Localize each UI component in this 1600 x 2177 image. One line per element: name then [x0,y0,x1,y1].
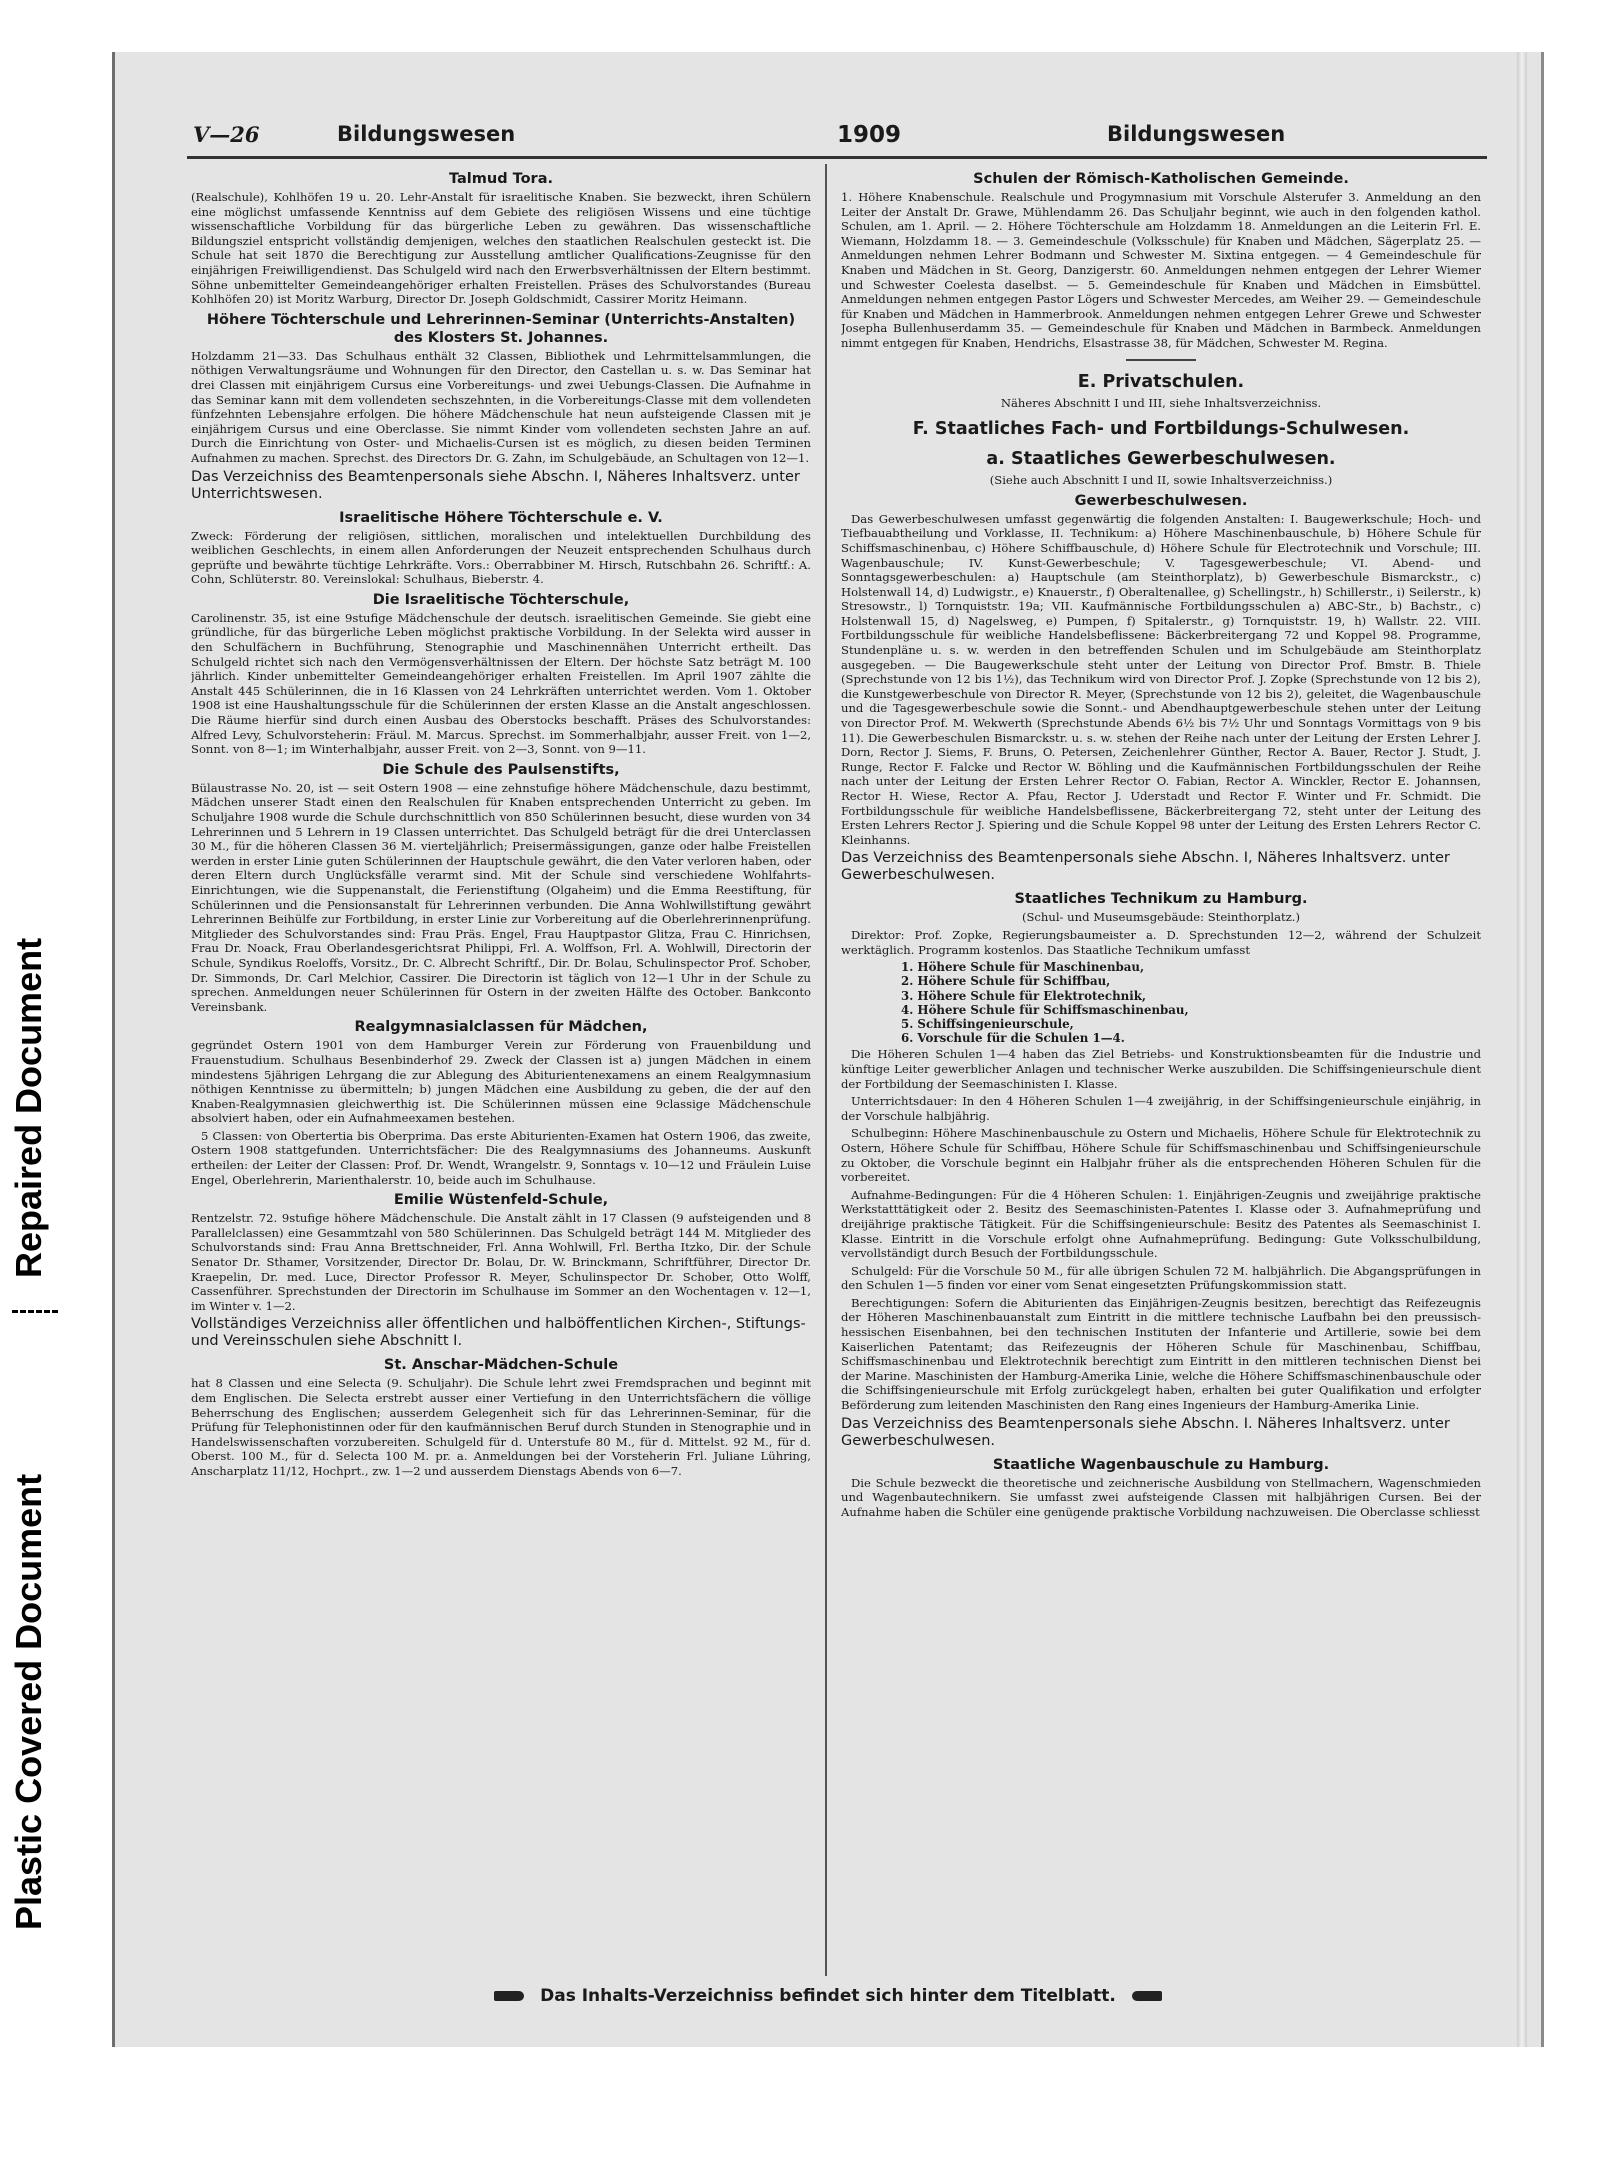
talmud-text: (Realschule), Kohlhöfen 19 u. 20. Lehr-Anstalt für israelitische Knaben. Sie bezweckt, ihren Schülern eine möglichst umfassende Kenntniss auf dem Gebiete des religiösen Wissens und eine tüchtige wissenschaftliche Vorbildung für das bürgerliche Leben zu gewähren. Das wissenschaftliche Bildungsziel entspricht vollständig demjenigen, welches den staatlichen Realschulen gesteckt ist. Die Schule hat seit 1870 die Berechtigung zur Ausstellung amtlicher Qualifications-Zeugnisse für den einjährigen Freiwilligendienst. Das Schulgeld wird nach den Erwerbsverhältnissen der Eltern bestimmt. Söhne unbemittelter Gemeindeangehöriger erhalten Freistellen. Präses des Schulvorstandes (Bureau Kohlhöfen 20) ist Moritz Warburg, Director Dr. Joseph Goldschmidt, Cassirer Moritz Heimann. [191,190,811,307]
johannes-heading: Höhere Töchterschule und Lehrerinnen-Seminar (Unterrichts-Anstalten) des Klosters St. Johannes. [206,311,796,346]
wagenbau-text: Die Schule bezweckt die theoretische und zeichnerische Ausbildung von Stellmachern, Wagenschmieden und Wagenbautechnikern. Sie umfasst zwei aufsteigende Classen mit halbjährigen Cursen. Bei der Aufnahme haben die Schüler eine genügende praktische Vorbildung nachzuweisen. Die Oberclasse schliesst [841,1475,1481,1519]
realgymnasial-heading: Realgymnasialclassen für Mädchen, [354,1019,648,1036]
katholisch-heading: Schulen der Römisch-Katholischen Gemeinde. [973,171,1349,187]
anschar-heading: St. Anschar-Mädchen-Schule [383,1357,619,1374]
gewerbe-text: Das Gewerbeschulwesen umfasst gegenwärtig die folgenden Anstalten: I. Baugewerkschule; Hoch- und Tiefbauabtheilung und Vorklasse, II. Technikum: a) Höhere Maschinenbauschule, b) Höhere Schule für Schiffsmaschinenbau, c) Höhere Schiffbauschule, d) Höhere Schule für Electrotechnik und Vorschule; III. Wagenbauschule; IV. Kunst-Gewerbeschule; V. Tagesgewerbeschule; VI. Abend- und Sonntagsgewerbeschulen: a) Hauptschule (am Steinthorplatz), b) Gewerbeschule Bismarckstr., c) Holstenwall 14, d) Ludwigstr., e) Knauerstr., f) Oberaltenallee, g) Schellingstr., h) Schillerstr., i) Seilerstr., k) Stresowstr., l) Tornquiststr. 19a; VII. Kaufmännische Fortbildungsschulen a) ABC-Str., b) Bachstr., c) Holstenwall 15, d) Nagelsweg, e) Pumpen, f) Spitalerstr., g) Tornquiststr. 19, h) Wallstr. 22. VIII. Fortbildungsschule für weibliche Handelsbeflissene: Bäckerbreitergang 72 und Koppel 98. Programme, Stundenpläne u. s. w. werden in den betreffenden Schulen und im Schulgebäude am Steinthorplatz ausgegeben. — Die Baugewerkschule steht unter der Leitung von Director Prof. Bmstr. B. Thiele (Sprechstunde von 12 bis 1½), das Technikum wird von Director Prof. J. Zopke (Sprechstunde von 12 bis 2), die Kunstgewerbeschule von Director R. Meyer, (Sprechstunde von 12 bis 2), geleitet, die Wagenbauschule und die Tagesgewerbeschule sowie die Sonnt.- und Abendhauptgewerbeschule stehen unter der Leitung von Director Prof. M. Wekwerth (Sprechstunde Abends 6½ bis 7½ Uhr und Sonntags Vormittags von 9 bis 11). Die Gewerbeschulen Bismarckstr. u. s. w. stehen der Reihe nach unter der Leitung der Ersten Lehrer J. Dorn, Rector J. Siems, F. Bruns, O. Petersen, Zeichenlehrer Günther, Rector A. Bauer, Rector J. Studt, J. Runge, Rector F. Falcke und Rector W. Böhling und die Kaufmännischen Fortbildungsschulen der Reihe nach unter der Leitung der Ersten Lehrer Rector O. Fabian, Rector A. Winckler, Rector E. Johannsen, Rector H. Wiese, Rector A. Pfau, Rector J. Uderstadt und Rector F. Winter und Fr. Schmidt. Die Fortbildungsschule für weibliche Handelsbeflissene, Bäckerbreitergang 72, steht unter der Leitung des Ersten Lehrers Rector J. Spiering und die Schule Koppel 98 unter der Leitung des Ersten Lehrers Rector C. Kleinhanns. [841,511,1481,847]
label-separator [12,1310,58,1313]
paulsenstift-heading: Die Schule des Paulsenstifts, [382,761,620,778]
israelitische-hoehere-heading: Israelitische Höhere Töchterschule e. V. [339,509,663,526]
wuestenfeld-heading: Emilie Wüstenfeld-Schule, [393,1192,609,1209]
johannes-note: Das Verzeichniss des Beamtenpersonals siehe Abschn. I, Näheres Inhaltsverz. unter Unterrichtswesen. [191,468,800,502]
footer-note [115,1986,1541,2006]
list-item: 1. Höhere Schule für Maschinenbau, [901,960,1145,975]
technikum-text: Direktor: Prof. Zopke, Regierungsbaumeister a. D. Sprechstunden 12—2, während der Schulzeit werktäglich. Programm kostenlos. Das Staatliche Technikum umfasst [841,927,1481,957]
left-column [191,166,811,1482]
technikum-p5: Schulgeld: Für die Vorschule 50 M., für alle übrigen Schulen 72 M. halbjährlich. Die Abgangsprüfungen in den Schulen 1—5 finden vor einer vom Senat eingesetzten Prüfungskommission statt. [841,1263,1481,1293]
paulsenstift-text: Bülaustrasse No. 20, ist — seit Ostern 1908 — eine zehnstufige höhere Mädchenschule, dazu bestimmt, Mädchen unserer Stadt einen den Realschulen für Knaben entsprechenden Unterricht zu geben. Im Schuljahre 1908 wurde die Schule durchschnittlich von 850 Schülerinnen besucht, diese wurden von 34 Lehrerinnen und 5 Lehrern in 19 Classen unterrichtet. Das Schulgeld beträgt für die drei Unterclassen 30 M., für die höheren Classen 36 M. vierteljährlich; Preisermässigungen, ganze oder halbe Freistellen werden in erster Linie guten Schülerinnen der Hauptschule gewährt, die den Vater verloren haben, oder deren Eltern durch Unglücksfälle verarmt sind. Mit der Schule sind verschiedene Wohlfahrts-Einrichtungen, wie die Suppenanstalt, die Ferienstiftung (Olgaheim) und die Emma Reestiftung, für Schülerinnen und die Pensionsanstalt für Lehrerinnen verbunden. Die Anna Wohlwillstiftung gewährt Lehrerinnen Beihülfe zur Fortbildung, in erster Linie zur Vorbereitung auf die Oberlehrerinnenprüfung. Mitglieder des Schulvorstandes sind: Frau Präs. Engel, Frau Hauptpastor Glitza, Frau C. Hinrichsen, Frau Dr. Noack, Frau Oberlandesgerichtsrat Philippi, Frl. A. Wolffson, Frl. A. Wohlwill, Directorin der Schule, Syndikus Roeloffs, Vorsitz., Dr. C. Albrecht Schriftf., Dir. Dr. Bolau, Schulinspector Prof. Schober, Dr. Simmonds, Dr. Carl Melchior, Cassirer. Die Directorin ist täglich von 12—1 Uhr in der Schule zu sprechen. Anmeldungen neuer Schülerinnen für Ostern in der zweiten Hälfte des October. Bankconto Vereinsbank. [191,780,811,1014]
privat-heading: E. Privatschulen. [1077,371,1245,392]
section-rule [1126,359,1196,361]
anschar-text: hat 8 Classen und eine Selecta (9. Schuljahr). Die Schule lehrt zwei Fremdsprachen und beginnt mit dem Englischen. Die Selecta erstrebt ausser einer Vertiefung in den Unterrichtsfächern die völlige Beherrschung des Englischen; ausserdem Gelegenheit sich für das Lehrerinnen-Seminar, für die Prüfung für Telephonistinnen oder für den kaufmännischen Beruf durch Stunden in Stenographie und in Handelswissenschaften vorzubereiten. Schulgeld für d. Unterstufe 80 M., für d. Mittelst. 92 M., für d. Oberst. 100 M., für d. Selecta 100 M. pr. a. Anmeldungen bei der Vorsteherin Frl. Juliane Lühring, Anscharplatz 11/12, Hochprt., zw. 1—2 und ausserdem Dienstags Abends von 6—7. [191,1376,811,1478]
pointing-hand-icon [494,1991,524,2001]
header-rule [187,156,1487,159]
page-number: V—26 [193,122,260,147]
technikum-sub: (Schul- und Museumsgebäude: Steinthorplatz.) [1021,910,1301,925]
header-left-title: Bildungswesen [337,122,516,146]
technikum-heading: Staatliches Technikum zu Hamburg. [1014,891,1308,908]
header-year: 1909 [837,122,902,148]
realgymnasial-text-2: 5 Classen: von Obertertia bis Oberprima. Das erste Abiturienten-Examen hat Ostern 1906, das zweite, Ostern 1908 stattgefunden. Unterrichtsfächer: Die des Realgymnasiums des Johanneums. Auskunft ertheilen: der Leiter der Classen: Prof. Dr. Wendt, Wrangelstr. 9, Sonntags v. 10—12 und Fräulein Luise Engel, Oberlehrerin, Marienthalerstr. 10, beide auch im Schulhause. [191,1128,811,1187]
realgymnasial-text: gegründet Ostern 1901 von dem Hamburger Verein zur Förderung von Frauenbildung und Frauenstudium. Schulhaus Besenbinderhof 29. Zweck der Classen ist a) jungen Mädchen in einem mindestens 5jährigen Lehrgang die zur Ablegung des Abiturientenexamens an einem Realgymnasium nöthigen Kenntnisse zu übermitteln; b) jungen Mädchen eine Ausbildung zu geben, die der auf den Knaben-Realgymnasien gleichwerthig ist. Die Schülerinnen müssen eine 9classige Mädchenschule absolviert haben, oder ein Aufnahmeexamen bestehen. [191,1038,811,1126]
right-column [841,166,1481,1522]
footer-text: Das Inhalts-Verzeichniss befindet sich hinter dem Titelblatt. [540,1986,1116,2006]
wuestenfeld-text: Rentzelstr. 72. 9stufige höhere Mädchenschule. Die Anstalt zählt in 17 Classen (9 aufsteigenden und 8 Parallelclassen) eine Gesammtzahl von 580 Schülerinnen. Das Schulgeld beträgt 144 M. Mitglieder des Schulvorstands sind: Frau Anna Brettschneider, Frl. Anna Wohlwill, Frl. Bertha Itzko, Dir. der Schule Senator Dr. Sthamer, Vorsitzender, Director Dr. Bolau, Dr. W. Brinckmann, Schriftführer, Director Dr. Kraepelin, Dr. med. Luce, Director Professor R. Meyer, Schulinspector Dr. Schober, Otto Wolff, Cassenführer. Sprechstunden der Directorin im Schulhause im Sommer an den Wochentagen v. 12—1, im Winter v. 1—2. [191,1211,811,1313]
privat-text: Näheres Abschnitt I und III, siehe Inhaltsverzeichniss. [1000,395,1322,410]
technikum-school-list [901,960,1481,1045]
johannes-text: Holzdamm 21—33. Das Schulhaus enthält 32 Classen, Bibliothek und Lehrmittelsammlungen, die nöthigen Verwaltungsräume und Wohnungen für den Director, den Castellan u. s. w. Das Seminar hat drei Classen mit einjährigem Cursus eine Vorbereitungs- und zwei Uebungs-Classen. Die Aufnahme in das Seminar kann mit dem vollendeten sechszehnten, in die Vorbereitungs-Classe mit dem vollendeten fünfzehnten Lebensjahre erfolgen. Die höhere Mädchenschule hat neun aufsteigende Classen mit je einjährigem Cursus und eine Oberclasse. Sie nimmt Kinder vom vollendeten sechsten Jahre an auf. Durch die Einrichtung von Oster- und Michaelis-Cursen ist es möglich, zu diesen beiden Terminen Aufnahmen zu machen. Sprechst. des Directors Dr. G. Zahn, im Schulgebäude, an Schultagen von 12—1. [191,348,811,465]
list-item: 5. Schiffsingenieurschule, [901,1016,1074,1031]
gewerbe-a-heading: a. Staatliches Gewerbeschulwesen. [986,449,1336,470]
pointing-hand-icon [1132,1991,1162,2001]
gewerbe-note: Das Verzeichniss des Beamtenpersonals siehe Abschn. I, Näheres Inhaltsverz. unter Gewerbeschulwesen. [841,850,1450,884]
talmud-heading: Talmud Tora. [448,171,553,187]
wagenbau-heading: Staatliche Wagenbauschule zu Hamburg. [992,1456,1330,1473]
technikum-p3: Schulbeginn: Höhere Maschinenbauschule zu Ostern und Michaelis, Höhere Schule für Elektrotechnik zu Ostern, Höhere Schule für Schiffbau, Höhere Schule für Schiffsmaschinenbau und Schiffsingenieurschule zu Oktober, die Vorschule beginnt ein Halbjahr früher als die entsprechenden Höheren Schulen für die vorbereitet. [841,1126,1481,1185]
header-right-title: Bildungswesen [1107,122,1286,146]
scanned-page [112,52,1544,2047]
israelitische-text: Carolinenstr. 35, ist eine 9stufige Mädchenschule der deutsch. israelitischen Gemeinde. Sie giebt eine gründliche, für das bürgerliche Leben möglichst praktische Vorbildung. In der Selekta wird ausser in den Schulfächern in Buchführung, Stenographie und Maschinennähen Unterricht ertheilt. Das Schulgeld richtet sich nach den Vermögensverhältnissen der Eltern. Der höchste Satz beträgt M. 100 jährlich. Kinder unbemittelter Gemeindeangehöriger erhalten Freistellen. Im April 1907 zählte die Anstalt 445 Schülerinnen, die in 16 Klassen von 24 Lehrkräften unterrichtet werden. Vom 1. Oktober 1908 ist eine Haushaltungsschule für die Schülerinnen der ersten Klasse an die Anstalt angeschlossen. Die Räume hierfür sind durch einen Ausbau des Oberstocks beschafft. Präses des Schulvorstandes: Alfred Levy, Schulvorsteherin: Fräul. M. Marcus. Sprechst. im Sommerhalbjahr, ausser Freit. von 1—2, Sonnt. von 8—1; im Winterhalbjahr, ausser Freit. von 2—3, Sonnt. von 9—11. [191,610,811,757]
list-item: 3. Höhere Schule für Elektrotechnik, [901,988,1147,1003]
fach-heading: F. Staatliches Fach- und Fortbildungs-Schulwesen. [912,419,1410,440]
technikum-p6: Berechtigungen: Sofern die Abiturienten das Einjährigen-Zeugnis besitzen, berechtigt das Reifezeugnis der Höheren Maschinenbauanstalt zum Eintritt in die mittlere technische Laufbahn bei den preussisch-hessischen Eisenbahnen, bei den technischen Instituten der Infanterie und Artillerie, sowie bei dem Kaiserlichen Patentamt; das Reifezeugnis der Höheren Schule für Maschinenbau, Schiffbau, Schiffsmaschinenbau und Elektrotechnik berechtigt zum Eintritt in den mittleren technischen Dienst bei der Marine. Maschinisten der Hamburg-Amerika Linie, welche die Höhere Schiffsmaschinenbauschule oder die Schiffsingenieurschule mit Erfolg zurückgelegt haben, erhalten bei guter Qualifikation und erfolgter Beförderung zum leitenden Maschinisten den Rang eines Ingenieurs der Hamburg-Amerika Linie. [841,1295,1481,1413]
israelitische-hoehere-text: Zweck: Förderung der religiösen, sittlichen, moralischen und intelektuellen Durchbildung des weiblichen Geschlechts, in einem allen Anforderungen der Neuzeit entsprechenden Schulhaus durch geprüfte und bewährte tüchtige Lehrkräfte. Vors.: Oberrabbiner M. Hirsch, Rutschbahn 26. Schriftf.: A. Cohn, Schlüterstr. 80. Vereinslokal: Schulhaus, Bieberstr. 4. [191,528,811,587]
running-header [157,122,1487,152]
technikum-p1: Die Höheren Schulen 1—4 haben das Ziel Betriebs- und Konstruktionsbeamten für die Industrie und künftige Leiter gewerblicher Anlagen und technischer Werke auszubilden. Die Schiffsingenieurschule dient der Fortbildung der Seemaschinisten I. Klasse. [841,1047,1481,1091]
wuestenfeld-note: Vollständiges Verzeichniss aller öffentlichen und halböffentlichen Kirchen-, Stiftungs- und Vereinsschulen siehe Abschnitt I. [191,1316,806,1350]
gewerbe-a-sub: (Siehe auch Abschnitt I und II, sowie Inhaltsverzeichniss.) [989,473,1333,488]
list-item: 6. Vorschule für die Schulen 1—4. [901,1031,1125,1046]
technikum-p4: Aufnahme-Bedingungen: Für die 4 Höheren Schulen: 1. Einjährigen-Zeugnis und zweijährige praktische Werkstatttätigkeit oder 2. Besitz des Seemaschinisten-Patentes I. Klasse oder 3. Aufnahmeprüfung und dreijährige praktische Tätigkeit. Für die Schiffsingenieurschule: Besitz des Patentes als Seemaschinist I. Klasse. Eintritt in die Vorschule erfolgt ohne Aufnahmeprüfung. Bedingung: Gute Volksschulbildung, vervollständigt durch Besuch der Fortbildungsschule. [841,1187,1481,1261]
israelitische-heading: Die Israelitische Töchterschule, [372,591,630,608]
gewerbe-heading: Gewerbeschulwesen. [1074,492,1248,509]
list-item: 4. Höhere Schule für Schiffsmaschinenbau, [901,1002,1189,1017]
technikum-note: Das Verzeichniss des Beamtenpersonals siehe Abschn. I. Näheres Inhaltsverz. unter Gewerbeschulwesen. [841,1415,1450,1449]
list-item: 2. Höhere Schule für Schiffbau, [901,974,1111,989]
katholisch-text: 1. Höhere Knabenschule. Realschule und Progymnasium mit Vorschule Alsterufer 3. Anmeldung an den Leiter der Anstalt Dr. Grawe, Mühlendamm 26. Das Schuljahr beginnt, wie auch in den folgenden kathol. Schulen, am 1. April. — 2. Höhere Töchterschule am Holzdamm 18. Anmeldungen an die Leiterin Frl. E. Wiemann, Holzdamm 18. — 3. Gemeindeschule (Volksschule) für Knaben und Mädchen, Sägerplatz 25. — Anmeldungen nehmen Lehrer Bodmann und Schwester M. Sixtina entgegen. — 4 Gemeindeschule für Knaben und Mädchen in St. Georg, Danzigerstr. 60. Anmeldungen nehmen entgegen der Lehrer Wiemer und Schwester Coelesta daselbst. — 5. Gemeindeschule für Knaben und Mädchen in Eimsbüttel. Anmeldungen nehmen entgegen Pastor Lögers und Schwester Mercedes, am Weiher 29. — Gemeindeschule für Knaben und Mädchen in Hammerbrook. Anmeldungen nehmen entgegen Lehrer Grewe und Schwester Josepha Bullenhuserdamm 35. — Gemeindeschule für Knaben und Mädchen in Barmbeck. Anmeldungen nimmt entgegen für Knaben, Hendrichs, Elsastrasse 38, für Mädchen, Schwester M. Regina. [841,190,1481,350]
column-divider [825,164,827,1976]
technikum-p2: Unterrichtsdauer: In den 4 Höheren Schulen 1—4 zweijährig, in der Schiffsingenieurschule einjährig, in der Vorschule halbjährig. [841,1094,1481,1123]
